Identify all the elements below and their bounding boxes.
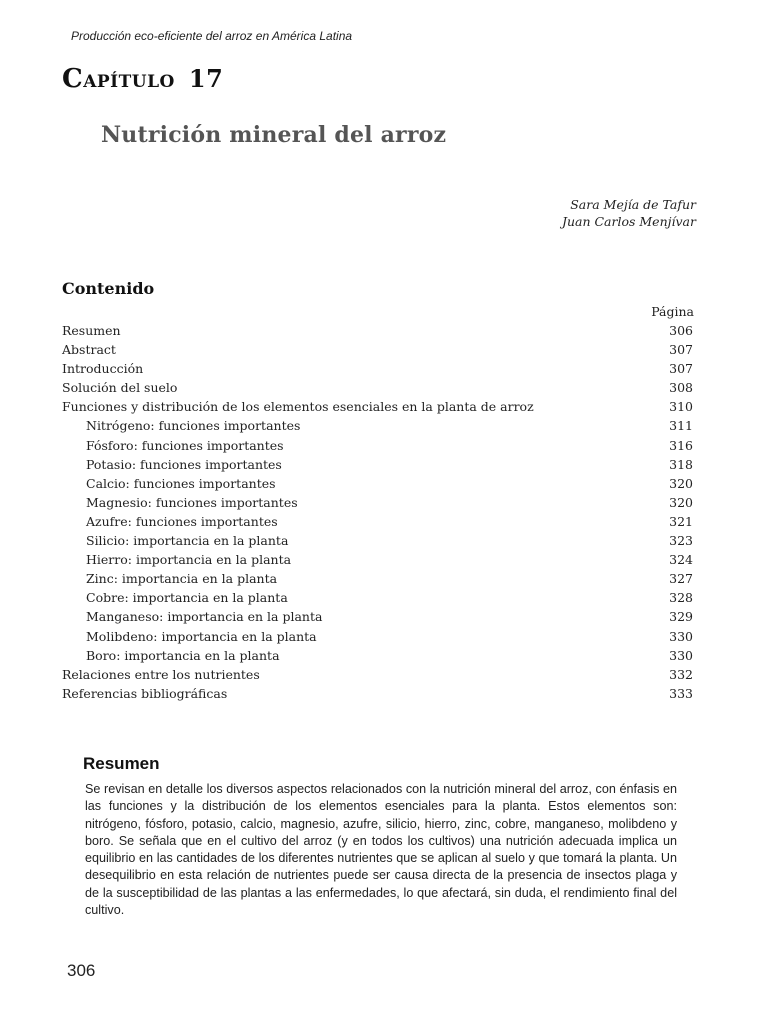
toc-entry: [62, 340, 694, 359]
author-name: Sara Mejía de Tafur: [570, 197, 696, 212]
toc-entry-label: Fósforo: funciones importantes: [86, 437, 284, 453]
toc-entry-page: 330: [669, 628, 693, 644]
toc-entry-page: 330: [669, 647, 693, 663]
toc-entry-page: 311: [669, 418, 693, 434]
toc-entry-page: 320: [669, 475, 693, 491]
toc-page-column-label: Página: [651, 304, 694, 319]
toc-entry-page: 323: [669, 533, 693, 549]
table-of-contents: [62, 302, 694, 703]
toc-entry: [62, 436, 694, 455]
toc-entry-page: 333: [669, 685, 693, 701]
toc-entry: [62, 512, 694, 531]
resumen-body: Se revisan en detalle los diversos aspectos relacionados con la nutrición mineral del arroz, con énfasis en las funciones y la distribución de los elementos esenciales para la planta. Estos elementos son: nitrógeno, fósforo, potasio, calcio, magnesio, azufre, silicio, hierro, zinc, cobre, manganeso, molibdeno y boro. Se señala que en el cultivo del arroz (y en todos los cultivos) una nutrición adecuada implica un equilibrio en las cantidades de los diferentes nutrientes que se aplican al suelo y que tomará la planta. Un desequilibrio en esta relación de nutrientes puede ser causa directa de la presencia de insectos plaga y de la susceptibilidad de las plantas a las enfermedades, lo que afectará, sin duda, el rendimiento final del cultivo.: [85, 782, 677, 918]
toc-entry-page: 329: [669, 609, 693, 625]
chapter-title: Nutrición mineral del arroz: [101, 122, 447, 148]
toc-entry-label: Solución del suelo: [62, 380, 178, 396]
toc-entry-page: 318: [669, 456, 693, 472]
resumen-heading: Resumen: [83, 754, 160, 773]
toc-entry-label: Resumen: [62, 323, 121, 338]
chapter-label-initial: C: [62, 64, 84, 94]
toc-entry-label: Magnesio: funciones importantes: [86, 494, 298, 510]
toc-entry-page: 320: [669, 494, 693, 510]
toc-entry-page: 310: [669, 399, 693, 415]
toc-entry: [62, 378, 694, 397]
chapter-number: 17: [188, 64, 224, 93]
toc-entry-page: 321: [669, 513, 693, 529]
toc-entry-label: Boro: importancia en la planta: [86, 647, 280, 663]
toc-entry-label: Silicio: importancia en la planta: [86, 533, 289, 549]
toc-entry: [62, 474, 694, 493]
toc-entry-page: 306: [669, 323, 693, 338]
toc-entry-page: 307: [669, 342, 693, 358]
toc-entry: [62, 684, 694, 703]
author-name: Juan Carlos Menjívar: [561, 214, 696, 229]
running-header: Producción eco-eficiente del arroz en América Latina: [71, 29, 353, 43]
toc-entry-page: 307: [669, 361, 693, 377]
toc-entry-label: Potasio: funciones importantes: [86, 456, 282, 472]
toc-entry-label: Introducción: [62, 361, 144, 377]
toc-entry: [62, 531, 694, 550]
toc-entry-page: 328: [669, 590, 693, 606]
toc-entry: [62, 627, 694, 646]
toc-entry: [62, 607, 694, 626]
toc-entry-label: Funciones y distribución de los elementos esenciales en la planta de arroz: [62, 399, 534, 415]
toc-entry-page: 327: [669, 571, 693, 587]
toc-entry-page: 332: [669, 666, 693, 682]
contents-heading: Contenido: [62, 279, 155, 298]
authors: [562, 196, 696, 230]
toc-entry: [62, 359, 694, 378]
toc-entry: [62, 455, 694, 474]
toc-entry-label: Calcio: funciones importantes: [86, 475, 276, 491]
toc-entry: [62, 665, 694, 684]
toc-entry-label: Cobre: importancia en la planta: [86, 590, 288, 606]
toc-entry: [62, 397, 694, 416]
toc-entry-label: Zinc: importancia en la planta: [86, 571, 278, 587]
toc-entry: [62, 416, 694, 435]
toc-entry-label: Azufre: funciones importantes: [86, 513, 278, 529]
toc-entry: [62, 569, 694, 588]
toc-entry-label: Manganeso: importancia en la planta: [86, 609, 323, 625]
toc-entry-label: Referencias bibliográficas: [62, 685, 228, 701]
toc-entry-label: Hierro: importancia en la planta: [86, 552, 292, 568]
chapter-label-rest: apítulo: [83, 64, 175, 93]
toc-entry-label: Nitrógeno: funciones importantes: [86, 418, 301, 434]
toc-entry-page: 324: [669, 552, 693, 568]
toc-entry-page: 316: [669, 437, 693, 453]
page-number: 306: [67, 961, 96, 980]
toc-entry-label: Molibdeno: importancia en la planta: [86, 628, 317, 644]
toc-entry: [62, 321, 694, 340]
toc-entry: [62, 493, 694, 512]
chapter-label: [62, 64, 223, 94]
toc-entry-page: 308: [669, 380, 693, 396]
toc-entry: [62, 646, 694, 665]
toc-entry: [62, 588, 694, 607]
toc-entry: [62, 550, 694, 569]
toc-entry-label: Relaciones entre los nutrientes: [62, 666, 260, 682]
toc-entry-label: Abstract: [62, 342, 116, 358]
